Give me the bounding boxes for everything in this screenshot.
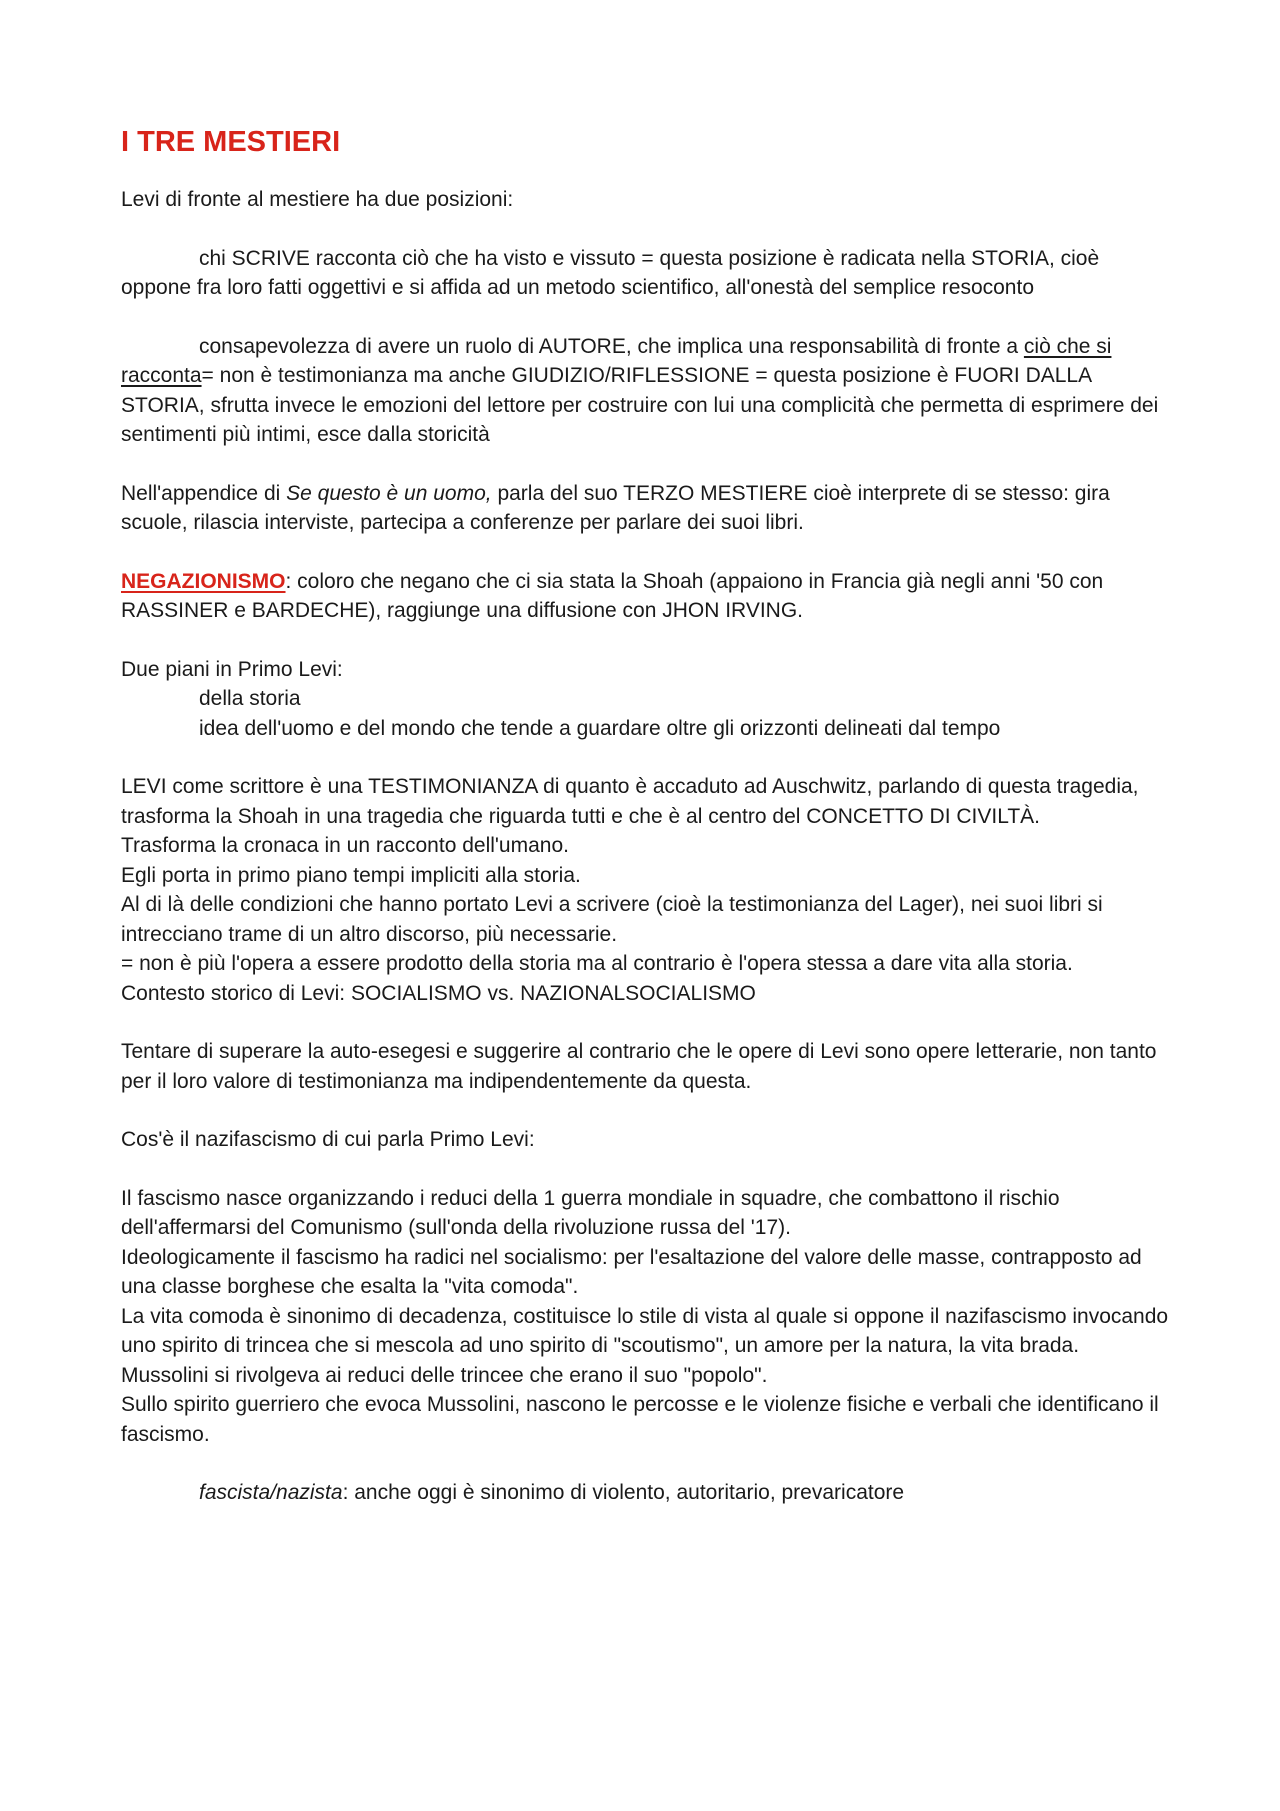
position-two-text-b: = non è testimonianza ma anche GIUDIZIO/RIFLESSIONE = questa posizione è FUORI DALLA STORIA, sfrutta invece le emozioni del lettore per costruire con lui una complicità che permetta di esprimere dei sentimenti più intimi, esce dalla storicità	[121, 364, 1159, 446]
appendix-paragraph	[121, 479, 1171, 538]
two-planes-heading: Due piani in Primo Levi:	[121, 657, 343, 681]
fascismo-line: Sullo spirito guerriero che evoca Mussolini, nascono le percosse e le violenze fisiche e verbali che identificano il fascismo.	[121, 1393, 1159, 1446]
underlined-phrase: ciò che si racconta	[121, 334, 1112, 387]
levi-line: Egli porta in primo piano tempi impliciti alla storia.	[121, 863, 581, 887]
levi-line: LEVI come scrittore è una TESTIMONIANZA di quanto è accaduto ad Auschwitz, parlando di questa tragedia, trasforma la Shoah in una tragedia che riguarda tutti e che è al centro del CONCETTO DI CIVILTÀ.	[121, 775, 1139, 828]
fascista-term: fascista/nazista	[199, 1481, 343, 1504]
position-two-paragraph	[121, 332, 1171, 450]
levi-line: Al di là delle condizioni che hanno portato Levi a scrivere (cioè la testimonianza del Lager), nei suoi libri si intrecciano trame di un altro discorso, più necessarie.	[121, 893, 1103, 946]
page-title: I TRE MESTIERI	[121, 126, 341, 158]
fascismo-line: Il fascismo nasce organizzando i reduci della 1 guerra mondiale in squadre, che combattono il rischio dell'affermarsi del Comunismo (sull'onda della rivoluzione russa del '17).	[121, 1186, 1060, 1239]
two-planes-item: idea dell'uomo e del mondo che tende a guardare oltre gli orizzonti delineati dal tempo	[199, 716, 1001, 740]
fascista-definition	[121, 1478, 1171, 1508]
fascismo-line: La vita comoda è sinonimo di decadenza, costituisce lo stile di vista al quale si oppone il nazifascismo invocando uno spirito di trincea che si mescola ad uno spirito di "scoutismo", un amore per la natura, la vita brada.	[121, 1304, 1169, 1357]
document-body	[121, 125, 1171, 1508]
appendix-text-b: parla del suo TERZO MESTIERE cioè interprete di se stesso: gira scuole, rilascia interviste, partecipa a conferenze per parlare dei suoi libri.	[121, 481, 1110, 534]
book-title: Se questo è un uomo,	[286, 481, 492, 505]
fascismo-line: Ideologicamente il fascismo ha radici nel socialismo: per l'esaltazione del valore delle masse, contrapposto ad una classe borghese che esalta la "vita comoda".	[121, 1245, 1142, 1298]
levi-line: = non è più l'opera a essere prodotto della storia ma al contrario è l'opera stessa a dare vita alla storia.	[121, 952, 1073, 975]
position-one-paragraph: chi SCRIVE racconta ciò che ha visto e vissuto = questa posizione è radicata nella STORIA, cioè oppone fra loro fatti oggettivi e si affida ad un metodo scientifico, all'onestà del semplice resoconto	[121, 246, 1100, 299]
appendix-text-a: Nell'appendice di	[121, 481, 287, 505]
fascista-meaning: : anche oggi è sinonimo di violento, autoritario, prevaricatore	[342, 1481, 905, 1504]
auto-esegesi-paragraph: Tentare di superare la auto-esegesi e suggerire al contrario che le opere di Levi sono opere letterarie, non tanto per il loro valore di testimonianza ma indipendentemente da questa.	[121, 1040, 1157, 1093]
negazionismo-paragraph	[121, 567, 1171, 626]
negazionismo-term: NEGAZIONISMO	[121, 569, 286, 593]
levi-line: Trasforma la cronaca in un racconto dell'umano.	[121, 834, 569, 857]
negazionismo-definition: : coloro che negano che ci sia stata la Shoah (appaiono in Francia già negli anni '50 con RASSINER e BARDECHE), raggiunge una diffusione con JHON IRVING.	[121, 569, 1104, 622]
levi-line: Contesto storico di Levi: SOCIALISMO vs. NAZIONALSOCIALISMO	[121, 981, 756, 1005]
fascismo-line: Mussolini si rivolgeva ai reduci delle trincee che erano il suo "popolo".	[121, 1363, 768, 1387]
position-two-text-a: consapevolezza di avere un ruolo di AUTORE, che implica una responsabilità di fronte a	[199, 334, 1024, 358]
intro-paragraph: Levi di fronte al mestiere ha due posizioni:	[121, 188, 514, 211]
nazifascismo-heading: Cos'è il nazifascismo di cui parla Primo Levi:	[121, 1128, 535, 1151]
two-planes-item: della storia	[199, 687, 301, 710]
